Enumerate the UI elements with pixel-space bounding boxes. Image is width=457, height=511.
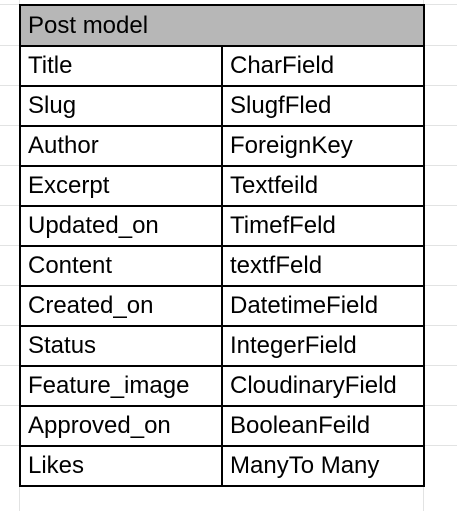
table-row (20, 206, 424, 246)
field-type-cell[interactable]: DatetimeField (222, 286, 424, 326)
table-header-row (20, 5, 424, 46)
post-model-table (19, 4, 425, 487)
table-row (20, 286, 424, 326)
field-type-cell[interactable]: BooleanFeild (222, 406, 424, 446)
field-type-cell[interactable]: IntegerField (222, 326, 424, 366)
field-type-cell[interactable]: CloudinaryField (222, 366, 424, 406)
table-row (20, 86, 424, 126)
field-name-cell[interactable]: Updated_on (20, 206, 222, 246)
field-name-cell[interactable]: Approved_on (20, 406, 222, 446)
field-name-cell[interactable]: Feature_image (20, 366, 222, 406)
field-name-cell[interactable]: Title (20, 46, 222, 86)
field-type-cell[interactable]: ManyTo Many (222, 446, 424, 486)
table-row (20, 166, 424, 206)
table-row (20, 406, 424, 446)
field-type-cell[interactable]: ForeignKey (222, 126, 424, 166)
field-name-cell[interactable]: Content (20, 246, 222, 286)
field-name-cell[interactable]: Author (20, 126, 222, 166)
table-row (20, 46, 424, 86)
table-row (20, 246, 424, 286)
field-type-cell[interactable]: SlugfFled (222, 86, 424, 126)
field-type-cell[interactable]: TimefFeld (222, 206, 424, 246)
field-type-cell[interactable]: textfFeld (222, 246, 424, 286)
table-row (20, 366, 424, 406)
table-row (20, 446, 424, 486)
table-row (20, 126, 424, 166)
field-name-cell[interactable]: Created_on (20, 286, 222, 326)
field-name-cell[interactable]: Slug (20, 86, 222, 126)
field-name-cell[interactable]: Excerpt (20, 166, 222, 206)
table-row (20, 326, 424, 366)
field-type-cell[interactable]: Textfeild (222, 166, 424, 206)
field-name-cell[interactable]: Status (20, 326, 222, 366)
field-name-cell[interactable]: Likes (20, 446, 222, 486)
field-type-cell[interactable]: CharField (222, 46, 424, 86)
table-title-cell[interactable]: Post model (20, 5, 424, 46)
